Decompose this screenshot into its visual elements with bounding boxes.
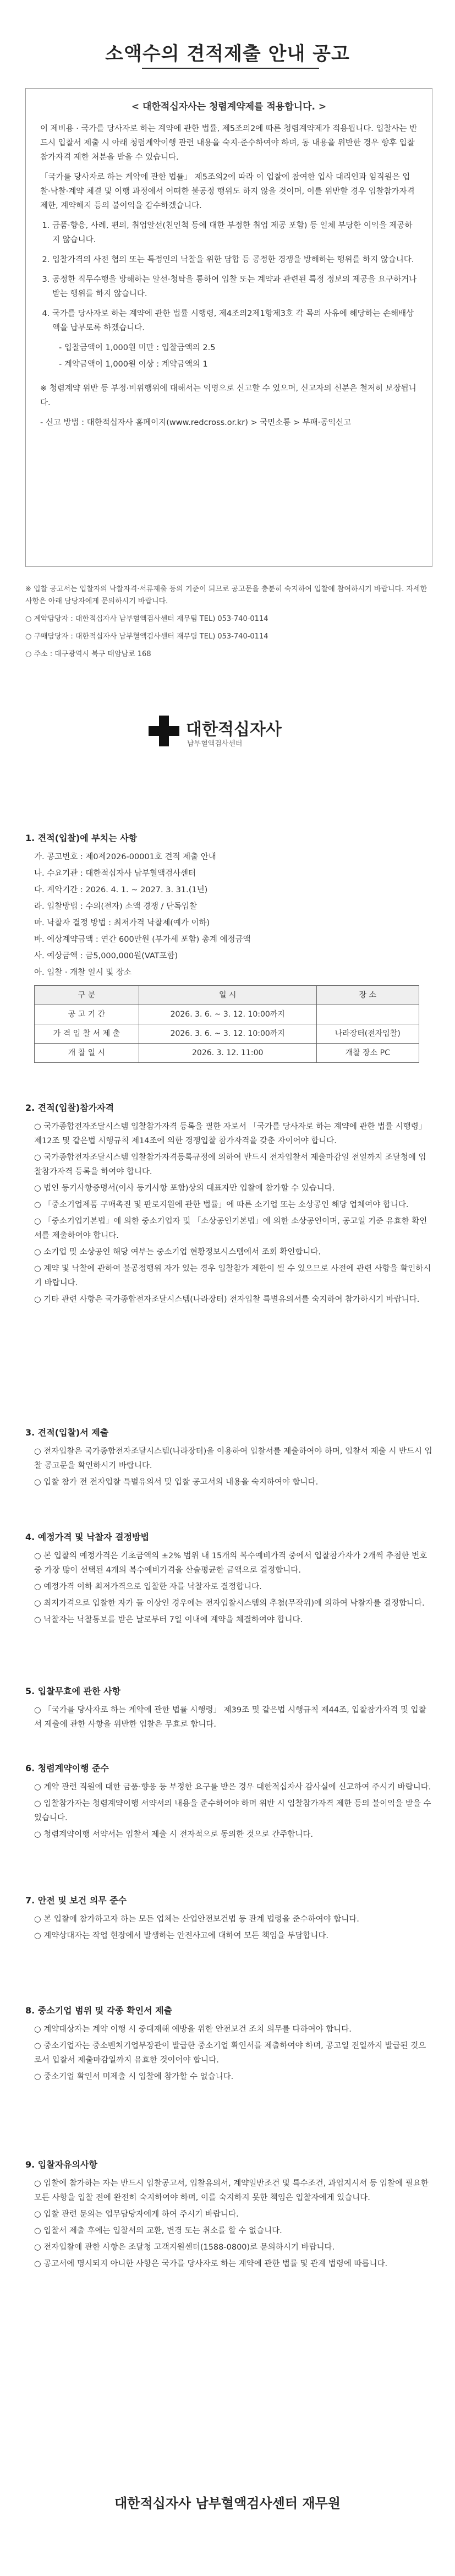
section-line: 가. 공고번호 : 제0제2026-00001호 견적 제출 안내 xyxy=(34,853,216,861)
table-cell: 나라장터(전자입찰) xyxy=(316,1024,419,1044)
table-cell: 2026. 3. 12. 11:00 xyxy=(139,1044,316,1063)
section-6 xyxy=(25,1761,432,1844)
notice-heading: < 대한적십자사는 청렴계약제를 적용합니다. > xyxy=(131,101,327,112)
issuer-footer: 대한적십자사 남부혈액검사센터 재무원 xyxy=(114,2496,341,2511)
section-heading: 4. 예정가격 및 낙찰자 결정방법 xyxy=(25,1532,149,1542)
section-line: ○ 국가종합전자조달시스템 입찰참가자격 등록을 필한 자로서 「국가를 당사자로 하는 계약에 관한 법률 시행령」 제12조 및 같은법 시행규칙 제14조에 의한 경쟁입찰 참가자격을 갖춘 자이어야 합니다. xyxy=(34,1122,427,1145)
section-8 xyxy=(25,2004,432,2086)
table-cell: 2026. 3. 6. ~ 3. 12. 10:00까지 xyxy=(139,1005,316,1024)
table-cell: 가 격 입 찰 서 제 출 xyxy=(35,1024,139,1044)
table-cell: 공 고 기 간 xyxy=(35,1005,139,1024)
section-line: ○ 본 입찰에 참가하고자 하는 모든 업체는 산업안전보건법 등 관계 법령을 준수하여야 합니다. xyxy=(34,1915,359,1924)
section-line: ○ 입찰에 참가하는 자는 반드시 입찰공고서, 입찰유의서, 계약일반조건 및 특수조건, 과업지시서 등 입찰에 필요한 모든 사항을 입찰 전에 완전히 숙지하여야 하며, 이를 숙지하지 못한 책임은 입찰자에게 있습니다. xyxy=(34,2179,429,2202)
notice-item: 4. 국가를 당사자로 하는 계약에 관한 법률 시행령, 제4조의2제1항제3호 각 목의 사유에 해당하는 손해배상액을 납부토록 하겠습니다. xyxy=(52,307,418,335)
section-line: 다. 계약기간 : 2026. 4. 1. ~ 2027. 3. 31.(1년) xyxy=(34,886,208,894)
cross-icon xyxy=(149,716,179,746)
integrity-notice-box xyxy=(25,88,432,567)
section-line: ○ 계약 및 낙찰에 관하여 불공정행위 자가 있는 경우 입찰참가 제한이 될 수 있으므로 사전에 관련 사항을 확인하시기 바랍니다. xyxy=(34,1264,431,1287)
contact-fineprint xyxy=(25,583,432,666)
fee-line: - 입찰금액이 1,000원 미만 : 입찰금액의 2.5 xyxy=(59,343,216,352)
table-cell: 2026. 3. 6. ~ 3. 12. 10:00까지 xyxy=(139,1024,316,1044)
page-title: 소액수의 견적제출 안내 공고 xyxy=(105,43,350,65)
section-9 xyxy=(25,2158,432,2273)
section-heading: 3. 견적(입찰)서 제출 xyxy=(25,1427,109,1438)
section-heading: 2. 견적(입찰)참가자격 xyxy=(25,1103,114,1113)
section-line: ○ 법인 등기사항증명서(이사 등기사항 포함)상의 대표자만 입찰에 참가할 수 있습니다. xyxy=(34,1184,335,1193)
red-cross-logo xyxy=(149,716,325,749)
section-2 xyxy=(25,1101,432,1309)
section-line: ○ 전자입찰에 관한 사항은 조달청 고객지원센터(1588-0800)로 문의하시기 바랍니다. xyxy=(34,2243,335,2252)
logo-name: 대한적십자사 xyxy=(186,720,282,739)
table-row xyxy=(35,1044,419,1063)
table-cell: 개 찰 일 시 xyxy=(35,1044,139,1063)
fineprint-line: ○ 계약담당자 : 대한적십자사 남부혈액검사센터 재무팀 TEL) 053-740-0114 xyxy=(25,615,268,623)
section-heading: 9. 입찰자유의사항 xyxy=(25,2159,97,2170)
logo-subtitle: 남부혈액검사센터 xyxy=(187,740,243,748)
section-line: ○ 계약 관련 직원에 대한 금품·향응 등 부정한 요구를 받은 경우 대한적십자사 감사실에 신고하여 주시기 바랍니다. xyxy=(34,1783,431,1792)
section-line: ○ 예정가격 이하 최저가격으로 입찰한 자를 낙찰자로 결정합니다. xyxy=(34,1582,262,1591)
section-line: 사. 예상금액 : 금5,000,000원(VAT포함) xyxy=(34,952,178,960)
table-header: 장 소 xyxy=(316,986,419,1005)
table-cell xyxy=(316,1005,419,1024)
section-line: ○ 계약대상자는 계약 이행 시 중대재해 예방을 위한 안전보건 조치 의무를 다하여야 합니다. xyxy=(34,2025,352,2034)
section-line: ○ 입찰서 제출 후에는 입찰서의 교환, 변경 또는 취소를 할 수 없습니다. xyxy=(34,2226,282,2235)
section-line: 바. 예상계약금액 : 연간 ​600만원 (부가세 포함) 총계 예정금액 xyxy=(34,935,251,944)
section-line: ○ 중소기업자는 중소벤처기업부장관이 발급한 중소기업 확인서를 제출하여야 하며, 공고일 전일까지 발급된 것으로서 입찰서 제출마감일까지 유효한 것이어야 합니다. xyxy=(34,2042,426,2065)
table-row xyxy=(35,1005,419,1024)
schedule-table xyxy=(34,985,419,1063)
section-heading: 8. 중소기업 범위 및 각종 확인서 제출 xyxy=(25,2005,173,2016)
notice-list xyxy=(40,219,418,335)
section-line: ○ 「중소기업제품 구매촉진 및 판로지원에 관한 법률」에 따른 소기업 또는 소상공인 해당 업체여야 합니다. xyxy=(34,1200,409,1209)
section-line: ○ 최저가격으로 입찰한 자가 둘 이상인 경우에는 전자입찰시스템의 추첨(무작위)에 의하여 낙찰자를 결정합니다. xyxy=(34,1599,425,1608)
section-7 xyxy=(25,1893,432,1945)
fee-line: - 계약금액이 1,000원 이상 : 계약금액의 1 xyxy=(59,360,208,369)
section-line: ○ 전자입찰은 국가종합전자조달시스템(나라장터)을 이용하여 입찰서를 제출하여야 하며, 입찰서 제출 시 반드시 입찰 공고문을 확인하시기 바랍니다. xyxy=(34,1447,432,1470)
section-line: ○ 중소기업 확인서 미제출 시 입찰에 참가할 수 없습니다. xyxy=(34,2072,234,2081)
section-line: ○ 입찰 관련 문의는 업무담당자에게 하여 주시기 바랍니다. xyxy=(34,2210,239,2219)
section-line: ○ 입찰 참가 전 전자입찰 특별유의서 및 입찰 공고서의 내용을 숙지하여야 합니다. xyxy=(34,1478,319,1487)
section-line: ○ 청렴계약이행 서약서는 입찰서 제출 시 전자적으로 동의한 것으로 간주합니다. xyxy=(34,1830,313,1839)
section-heading: 6. 청렴계약이행 준수 xyxy=(25,1763,109,1773)
report-method: - 신고 방법 : 대한적십자사 홈페이지(www.redcross.or.kr) > 국민소통 > 부패·공익신고 xyxy=(40,418,352,427)
fineprint-line: ○ 구매담당자 : 대한적십자사 남부혈액검사센터 재무팀 TEL) 053-740-0114 xyxy=(25,632,268,641)
section-line: ○ 계약상대자는 작업 현장에서 발생하는 안전사고에 대하여 모든 책임을 부담합니다. xyxy=(34,1931,328,1940)
report-note: ※ 청렴계약 위반 등 부정·비위행위에 대해서는 익명으로 신고할 수 있으며, 신고자의 신분은 철저히 보장됩니다. xyxy=(40,384,416,407)
section-line: ○ 낙찰자는 낙찰통보를 받은 날로부터 7일 이내에 계약을 체결하여야 합니다. xyxy=(34,1616,303,1624)
section-1 xyxy=(25,831,432,1065)
fineprint-line: ○ 주소 : 대구광역시 북구 태암남로 168 xyxy=(25,650,151,658)
table-header-row xyxy=(35,986,419,1005)
table-cell: 개찰 장소 PC xyxy=(316,1044,419,1063)
section-4 xyxy=(25,1530,432,1629)
section-5 xyxy=(25,1684,432,1734)
notice-item: 2. 입찰가격의 사전 협의 또는 특정인의 낙찰을 위한 담합 등 공정한 경쟁을 방해하는 행위를 하지 않습니다. xyxy=(52,253,418,267)
table-header: 구 분 xyxy=(35,986,139,1005)
section-line: ○ 「국가를 당사자로 하는 계약에 관한 법률 시행령」 제39조 및 같은법 시행규칙 제44조, 입찰참가자격 및 입찰서 제출에 관한 사항을 위반한 입찰은 무효로 합니다. xyxy=(34,1706,426,1729)
section-heading: 5. 입찰무효에 관한 사항 xyxy=(25,1686,121,1696)
section-line: 라. 입찰방법 : 수의(전자) 소액 경쟁 / 단독입찰 xyxy=(34,902,198,911)
section-line: ○ 소기업 및 소상공인 해당 여부는 중소기업 현황정보시스템에서 조회 확인합니다. xyxy=(34,1248,321,1257)
notice-intro: 이 제비용 · 국가를 당사자로 하는 계약에 관한 법률, 제5조의2에 따른 청렴계약제가 적용됩니다. 입찰사는 반드시 입찰서 제출 시 아래 청렴계약이행 관련 내용을 숙지·준수하여야 하며, 동 내용을 위반한 경우 향후 입찰참가자격 제한 처분을 받을 수 있습니다. xyxy=(40,124,418,162)
section-line: ○ 공고서에 명시되지 아니한 사항은 국가를 당사자로 하는 계약에 관한 법률 및 관계 법령에 따릅니다. xyxy=(34,2260,388,2268)
table-row xyxy=(35,1024,419,1044)
section-heading: 7. 안전 및 보건 의무 준수 xyxy=(25,1895,127,1906)
notice-item: 1. 금품·향응, 사례, 편의, 취업알선(친인척 등에 대한 부정한 취업 제공 포함) 등 일체 부당한 이익을 제공하지 않습니다. xyxy=(52,219,418,247)
notice-intro-2: 「국가를 당사자로 하는 계약에 관한 법률」 제5조의2에 따라 이 입찰에 참여한 입사 대리인과 임직원은 입찰·낙찰·계약 체결 및 이행 과정에서 어떠한 불공정 행위도 하지 않을 것이며, 이를 위반할 경우 입찰참가자격 제한, 계약해지 등의 불이익을 감수하겠습니다. xyxy=(40,173,415,210)
section-line: ○ 「중소기업기본법」에 의한 중소기업자 및 「소상공인기본법」에 의한 소상공인이며, 공고일 기준 유효한 확인서를 제출하여야 합니다. xyxy=(34,1217,427,1240)
section-line: ○ 기타 관련 사항은 국가종합전자조달시스템(나라장터) 전자입찰 특별유의서를 숙지하여 참가하시기 바랍니다. xyxy=(34,1295,420,1304)
section-line: 아. 입찰 · 개찰 일시 및 장소 xyxy=(34,968,131,977)
section-line: 나. 수요기관 : 대한적십자사 남부혈액검사센터 xyxy=(34,869,196,878)
section-line: ○ 국가종합전자조달시스템 입찰참가자격등록규정에 의하여 반드시 전자입찰서 제출마감일 전일까지 조달청에 입찰참가자격 등록을 하여야 합니다. xyxy=(34,1153,426,1176)
notice-item: 3. 공정한 직무수행을 방해하는 알선·청탁을 통하여 입찰 또는 계약과 관련된 특정 정보의 제공을 요구하거나 받는 행위를 하지 않습니다. xyxy=(52,272,418,301)
section-3 xyxy=(25,1426,432,1492)
section-line: ○ 입찰참가자는 청렴계약이행 서약서의 내용을 준수하여야 하며 위반 시 입찰참가자격 제한 등의 불이익을 받을 수 있습니다. xyxy=(34,1799,431,1822)
section-line: ○ 본 입찰의 예정가격은 기초금액의 ±2% 범위 내 15개의 복수예비가격 중에서 입찰참가자가 2개씩 추첨한 번호 중 가장 많이 선택된 4개의 복수예비가격을 산술평균한 금액으로 결정합니다. xyxy=(34,1552,427,1575)
title-underline xyxy=(142,68,319,69)
table-header: 일 시 xyxy=(139,986,316,1005)
fineprint-line: ※ 입찰 공고서는 입찰자의 낙찰자격·서류제출 등의 기준이 되므로 공고문을 충분히 숙지하여 입찰에 참여하시기 바랍니다. 자세한 사항은 아래 담당자에게 문의하시기 바랍니다. xyxy=(25,585,427,605)
section-heading: 1. 견적(입찰)에 부치는 사항 xyxy=(25,833,138,843)
section-line: 마. 낙찰자 결정 방법 : 최저가격 낙찰제(예가 이하) xyxy=(34,919,210,927)
